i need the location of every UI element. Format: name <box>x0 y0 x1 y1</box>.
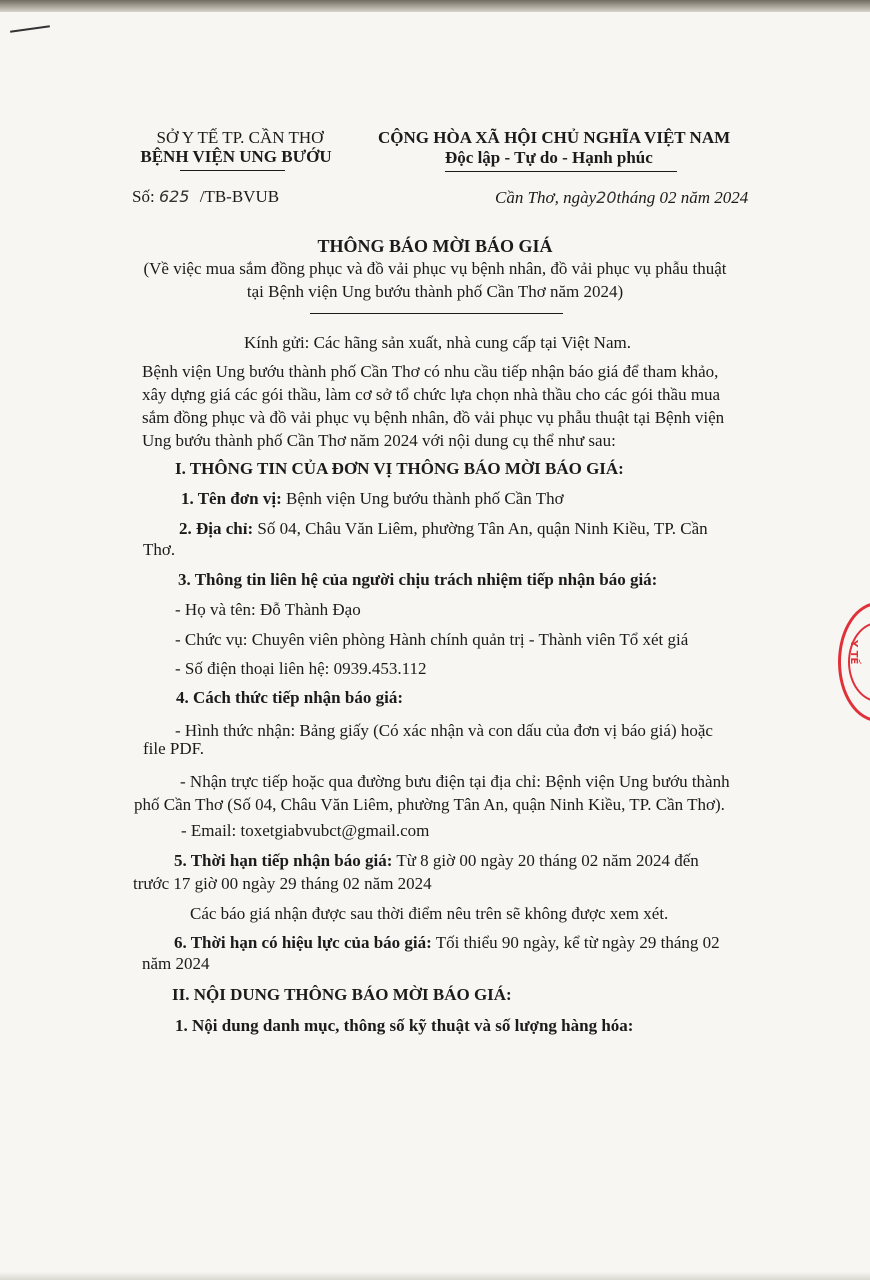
unit-name-value: Bệnh viện Ung bướu thành phố Cần Thơ <box>286 489 564 508</box>
validity-label: 6. Thời hạn có hiệu lực của báo giá: <box>174 933 432 952</box>
doc-number-suffix: /TB-BVUB <box>199 187 280 206</box>
title-underline <box>310 313 563 314</box>
date-prefix: Cần Thơ, ngày <box>495 188 597 207</box>
motto: Độc lập - Tự do - Hạnh phúc <box>445 148 653 167</box>
deadline-note: Các báo giá nhận được sau thời điểm nêu trên sẽ không được xem xét. <box>190 904 669 923</box>
doc-date <box>495 188 748 208</box>
deadline-label: 5. Thời hạn tiếp nhận báo giá: <box>174 851 393 870</box>
intro-line-4: Ung bướu thành phố Cần Thơ năm 2024 với nội dung cụ thể như sau: <box>142 431 616 450</box>
republic-heading: CỘNG HÒA XÃ HỘI CHỦ NGHĨA VIỆT NAM <box>378 128 731 147</box>
hospital-name: BỆNH VIỆN UNG BƯỚU <box>140 147 332 166</box>
pen-mark <box>10 25 50 33</box>
date-day-handwritten: 20 <box>596 188 617 207</box>
method-direct-line-2: phố Cần Thơ (Số 04, Châu Văn Liêm, phường Tân An, quận Ninh Kiều, TP. Cần Thơ). <box>134 795 725 814</box>
contact-position: - Chức vụ: Chuyên viên phòng Hành chính quản trị - Thành viên Tổ xét giá <box>175 630 689 649</box>
scan-bottom-edge <box>0 1272 870 1280</box>
date-suffix: tháng 02 năm 2024 <box>616 188 749 207</box>
scan-edge <box>0 0 870 12</box>
doc-number-label: Số: <box>132 187 155 206</box>
address-label: 2. Địa chỉ: <box>179 519 254 538</box>
method-heading: 4. Cách thức tiếp nhận báo giá: <box>176 688 403 707</box>
salutation: Kính gửi: Các hãng sản xuất, nhà cung cấp tại Việt Nam. <box>244 333 631 352</box>
method-direct-line-1: - Nhận trực tiếp hoặc qua đường bưu điện tại địa chỉ: Bệnh viện Ung bướu thành <box>180 772 730 791</box>
validity-value-line-1: Tối thiểu 90 ngày, kể từ ngày 29 tháng 02 <box>435 933 720 952</box>
method-form-line-2: file PDF. <box>143 739 204 758</box>
section-2-heading: II. NỘI DUNG THÔNG BÁO MỜI BÁO GIÁ: <box>172 985 512 1004</box>
deadline <box>174 851 699 871</box>
unit-name-label: 1. Tên đơn vị: <box>181 489 282 508</box>
intro-line-1: Bệnh viện Ung bướu thành phố Cần Thơ có nhu cầu tiếp nhận báo giá để tham khảo, <box>142 362 719 381</box>
unit-name <box>181 489 564 509</box>
doc-number <box>132 187 279 207</box>
contact-heading: 3. Thông tin liên hệ của người chịu trách nhiệm tiếp nhận báo giá: <box>178 570 658 589</box>
title-subline-1: (Về việc mua sắm đồng phục và đồ vải phục vụ bệnh nhân, đồ vải phục vụ phẫu thuật <box>143 259 727 278</box>
method-email: - Email: toxetgiabvubct@gmail.com <box>181 821 430 840</box>
title-subline-2: tại Bệnh viện Ung bướu thành phố Cần Thơ năm 2024) <box>246 282 624 301</box>
validity-value-line-2: năm 2024 <box>142 954 210 973</box>
document-title: THÔNG BÁO MỜI BÁO GIÁ <box>317 236 553 256</box>
dept-name: SỞ Y TẾ TP. CẦN THƠ <box>156 128 324 147</box>
intro-line-2: xây dựng giá các gói thầu, làm cơ sở tổ chức lựa chọn nhà thầu cho các gói thầu mua <box>142 385 721 404</box>
motto-underline <box>445 171 677 172</box>
deadline-value-line-2: trước 17 giờ 00 ngày 29 tháng 02 năm 2024 <box>133 874 432 893</box>
method-form-line-1: - Hình thức nhận: Bảng giấy (Có xác nhận và con dấu của đơn vị báo giá) hoặc <box>175 721 713 740</box>
header-left-underline <box>180 170 285 171</box>
deadline-value-line-1: Từ 8 giờ 00 ngày 20 tháng 02 năm 2024 đến <box>396 851 699 870</box>
section-1-heading: I. THÔNG TIN CỦA ĐƠN VỊ THÔNG BÁO MỜI BÁO GIÁ: <box>175 459 624 478</box>
address <box>179 519 708 539</box>
red-stamp-text: Y TẾ <box>848 640 859 665</box>
address-value-line-2: Thơ. <box>143 540 176 559</box>
doc-number-handwritten: 625 <box>158 187 190 206</box>
validity <box>174 933 720 953</box>
contact-name: - Họ và tên: Đỗ Thành Đạo <box>175 600 361 619</box>
section-2-item-1: 1. Nội dung danh mục, thông số kỹ thuật và số lượng hàng hóa: <box>175 1016 634 1035</box>
address-value-line-1: Số 04, Châu Văn Liêm, phường Tân An, quận Ninh Kiều, TP. Cần <box>257 519 708 538</box>
intro-line-3: sắm đồng phục và đồ vải phục vụ bệnh nhân, đồ vải phục vụ phẫu thuật tại Bệnh viện <box>142 408 725 427</box>
contact-phone: - Số điện thoại liên hệ: 0939.453.112 <box>175 659 427 678</box>
